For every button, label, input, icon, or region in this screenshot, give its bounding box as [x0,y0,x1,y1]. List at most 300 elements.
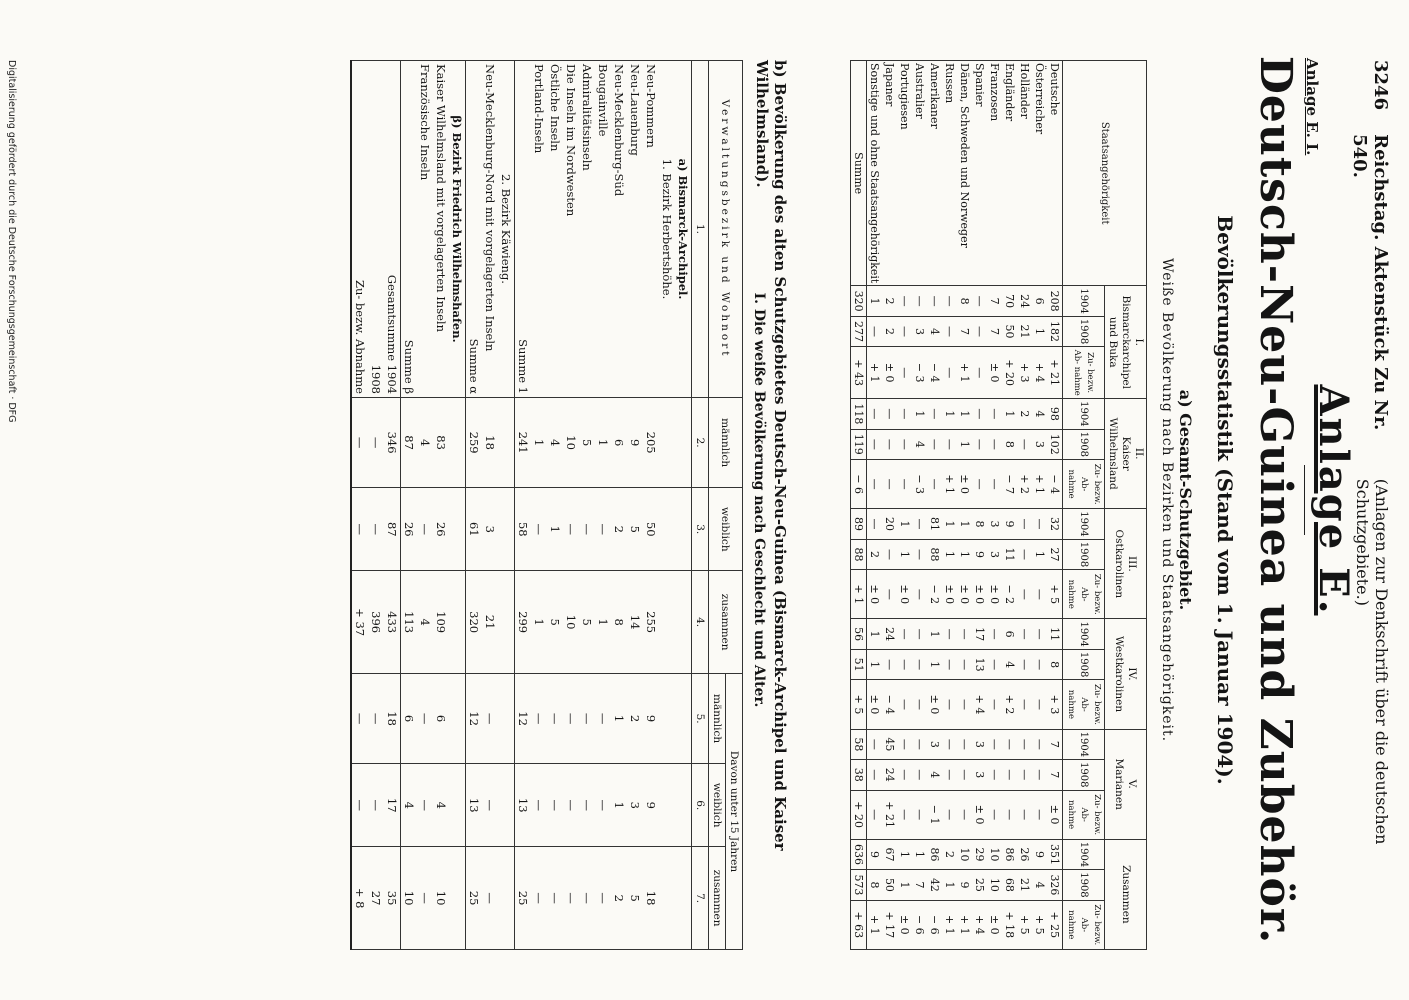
district-label: Neu-Pommern [643,61,659,398]
table-cell: 1 [927,649,942,679]
table-cell: ± 0 [942,570,957,619]
table-cell: — [595,764,611,847]
table-cell: 10 [957,839,972,869]
table-sum-row [351,61,368,950]
table-cell: − 4 [927,347,942,399]
nationality-label: Deutsche [1047,61,1063,286]
anlage-label: Anlage E. I. [1303,58,1321,156]
table-row [927,61,942,950]
table-cell: 573 [851,870,867,900]
table-cell: 27 [1047,539,1063,569]
table-cell: 10 [433,847,449,950]
empty-cell [659,673,675,763]
table-cell: 24 [1017,286,1032,316]
table-cell: 320 [851,286,867,316]
table-cell: ± 0 [972,790,987,839]
table-cell: — [867,790,883,839]
col-year: 1908 [1063,429,1105,459]
table-cell: — [1032,729,1047,759]
table-cell: 1 [1032,539,1047,569]
table-cell: — [579,673,595,763]
table-cell: 299 [515,571,532,674]
table-cell: ± 0 [897,570,912,619]
col-year: 1908 [1063,870,1105,900]
table-cell: — [897,460,912,509]
table-cell: — [1002,729,1017,759]
table-cell: — [531,488,547,571]
table-cell: — [942,649,957,679]
table-cell: — [1032,680,1047,729]
table-cell: — [897,347,912,399]
gesamt-label: Gesamtsumme [385,274,399,362]
nationality-label: Sonstige und ohne Staatsangehörigkeit [867,61,883,286]
table-row [563,61,579,950]
table-cell: 5 [547,571,563,674]
table-cell: — [351,488,368,571]
table-cell: — [867,760,883,790]
table-row [867,61,883,950]
table-cell: — [927,399,942,429]
table-cell: 4 [1032,870,1047,900]
table-cell: 5 [627,847,643,950]
table-cell: 25 [972,870,987,900]
table-cell: 1 [897,509,912,539]
table-cell: + 17 [882,900,897,949]
table-cell: — [957,619,972,649]
empty-cell [449,571,466,674]
empty-cell [675,571,692,674]
table-cell: 51 [851,649,867,679]
table1-group-header [1105,61,1147,950]
table-cell: — [1017,539,1032,569]
table-cell: 1 [957,429,972,459]
table-cell: 29 [972,839,987,869]
table-cell: 32 [1047,509,1063,539]
table-cell: 50 [882,870,897,900]
table-cell: 50 [643,488,659,571]
table-cell: 396 [368,571,384,674]
table-cell: — [987,460,1002,509]
table-cell: — [942,286,957,316]
nationality-label: Japaner [882,61,897,286]
section-a-title: a) Gesamt-Schutzgebiet. [1176,389,1195,611]
table-cell: + 1 [957,347,972,399]
table-cell: 4 [1032,399,1047,429]
table-cell: 10 [563,398,579,488]
table-sum-row [401,61,418,950]
table-cell: 4 [417,398,433,488]
table-cell: 5 [579,571,595,674]
table-cell: 8 [611,571,627,674]
table-cell: 7 [957,316,972,346]
table-cell: 1 [531,571,547,674]
table-cell: — [882,649,897,679]
table-cell: — [987,760,1002,790]
table-cell: — [482,764,498,847]
table-cell: 88 [851,539,867,569]
table-cell: — [897,729,912,759]
table-cell: 5 [627,488,643,571]
table-row [433,61,449,950]
col-district: Verwaltungsbezirk und Wohnort [709,61,743,398]
table-cell: 109 [433,571,449,674]
table-cell: − 6 [851,460,867,509]
section-heading-row [675,61,692,950]
group-header: II. Kaiser Wilhelmsland [1105,399,1147,509]
table-row [595,61,611,950]
table-cell: — [927,429,942,459]
table-cell: — [1032,619,1047,649]
table-cell: 21 [1017,316,1032,346]
table-cell: − 6 [912,900,927,949]
table-cell: 50 [1002,316,1017,346]
table-cell: 277 [851,316,867,346]
table-cell: 13 [972,649,987,679]
table-cell: — [867,729,883,759]
empty-cell [449,673,466,763]
table-cell: — [912,619,927,649]
table-cell: 58 [851,729,867,759]
table-cell: — [1002,790,1017,839]
table-cell: 27 [368,847,384,950]
table-cell: 7 [987,316,1002,346]
column-number: 1. [692,61,709,398]
group-header: III. Ostkarolinen [1105,509,1147,619]
col-nationality: Staatsangehörigkeit [1063,61,1147,286]
table-cell: — [417,847,433,950]
table-cell: — [531,764,547,847]
table-cell: 1 [927,619,942,649]
table-cell: — [942,429,957,459]
table-cell: — [1032,649,1047,679]
col-change: Zu- bezw. Ab- nahme [1063,790,1105,839]
nationality-label: Spanier [972,61,987,286]
table-cell: 25 [466,847,483,950]
table-cell: + 5 [1047,570,1063,619]
col-under15-total: zusammen [709,847,726,950]
table-cell: 98 [1047,399,1063,429]
district-label: Summe β [401,61,418,398]
table-cell: 14 [627,571,643,674]
col-female: weiblich [709,488,743,571]
col-total: zusammen [709,571,743,674]
table-cell: 2 [942,839,957,869]
table-row [1002,61,1017,950]
table-cell: 1 [595,571,611,674]
district-label: Östliche Inseln [547,61,563,398]
table-cell: ± 0 [1047,790,1063,839]
table-cell: — [1017,619,1032,649]
table-cell: 4 [401,764,418,847]
year-label: 1904 [385,364,399,394]
table-cell: 17 [384,764,401,847]
empty-cell [659,398,675,488]
column-numbers-row [692,61,709,950]
nationality-label: Franzosen [987,61,1002,286]
table-cell: + 5 [851,680,867,729]
table-cell: 13 [515,764,532,847]
section-heading-row [498,61,515,950]
table-cell: — [563,673,579,763]
table-cell: — [417,488,433,571]
table-cell: 208 [1047,286,1063,316]
empty-cell [675,764,692,847]
table-cell: ± 0 [972,570,987,619]
table-cell: 9 [643,673,659,763]
table-cell: — [912,760,927,790]
table-cell: 9 [972,539,987,569]
table-cell: ± 0 [897,900,912,949]
table-cell: 346 [384,398,401,488]
table-cell: 9 [643,764,659,847]
table-cell: 2 [882,286,897,316]
empty-cell [659,571,675,674]
table-cell: 7 [1047,729,1063,759]
table-cell: — [595,488,611,571]
col-year: 1904 [1063,839,1105,869]
total-row [384,61,401,950]
table-cell: — [482,847,498,950]
table-cell: 326 [1047,870,1063,900]
table-cell: — [897,649,912,679]
table-cell: 2 [611,488,627,571]
empty-cell [498,398,515,488]
table-cell: 86 [927,839,942,869]
table-cell: 24 [882,619,897,649]
district-label: Zu- bezw. Abnahme [351,61,368,398]
empty-cell [498,488,515,571]
table-cell: — [957,729,972,759]
section-a-subtitle: Weiße Bevölkerung nach Bezirken und Staatsangehörigkeit. [1159,257,1175,743]
table-cell: 11 [1047,619,1063,649]
empty-cell [449,764,466,847]
table-cell: − 4 [1047,460,1063,509]
empty-cell [449,488,466,571]
district-label: Neu-Mecklenburg-Nord mit vorgelagerten Inseln [482,61,498,398]
table-cell: + 1 [867,900,883,949]
empty-cell [498,673,515,763]
table-cell: − 7 [1002,460,1017,509]
table-cell: — [927,460,942,509]
table-cell: 9 [867,839,883,869]
table-cell: 24 [882,760,897,790]
table-cell: 68 [1002,870,1017,900]
table-cell: — [368,673,384,763]
table-cell: — [972,429,987,459]
table-cell: — [897,286,912,316]
table-cell: — [942,347,957,399]
table-cell: — [867,399,883,429]
table-cell: 1 [547,488,563,571]
table-cell: + 5 [1017,900,1032,949]
table-cell: — [351,673,368,763]
table-cell: + 21 [1047,347,1063,399]
table-cell: — [987,680,1002,729]
table-cell: 45 [882,729,897,759]
table-cell: 10 [987,839,1002,869]
total-label [384,61,401,398]
table-cell: 3 [987,509,1002,539]
group-header: IV. Westkarolinen [1105,619,1147,729]
column-number: 6. [692,764,709,847]
table-cell: ± 0 [927,680,942,729]
table-cell: 58 [515,488,532,571]
table-cell: 2 [611,847,627,950]
table-cell: 87 [384,488,401,571]
table-cell: — [882,429,897,459]
table-cell: — [912,729,927,759]
table-row [547,61,563,950]
table-cell: ± 0 [957,460,972,509]
nationality-label: Russen [942,61,957,286]
table-cell: + 1 [1032,460,1047,509]
table-row [897,61,912,950]
nationality-label: Portugiesen [897,61,912,286]
table-cell: — [972,460,987,509]
table-cell: — [1017,649,1032,679]
table-cell: + 4 [972,900,987,949]
table-cell: ± 0 [867,680,883,729]
table-cell: 6 [401,673,418,763]
total-row [368,61,384,950]
table-cell: — [1017,680,1032,729]
section-heading-row [659,61,675,950]
district-label: Admiralitätsinseln [579,61,595,398]
table-cell: — [368,764,384,847]
table-cell: 18 [482,398,498,488]
district-label: Neu-Lauenburg [627,61,643,398]
table-cell: — [957,680,972,729]
table-cell: 70 [1002,286,1017,316]
table-cell: + 43 [851,347,867,399]
table-cell: — [987,790,1002,839]
table-cell: 1 [595,398,611,488]
table-cell: 2 [882,316,897,346]
table-cell: 4 [1002,649,1017,679]
table-cell: 8 [972,509,987,539]
table-cell: — [987,619,1002,649]
empty-cell [675,673,692,763]
table-row [882,61,897,950]
section-heading-row [449,61,466,950]
table-cell: — [972,399,987,429]
table-cell: 8 [1047,649,1063,679]
col-change: Zu- bezw. Ab- nahme [1063,347,1105,399]
empty-cell [659,488,675,571]
table-cell: 1 [942,399,957,429]
table-cell: — [563,847,579,950]
table-cell: 8 [867,870,883,900]
table-cell: 1 [1032,316,1047,346]
empty-cell [675,398,692,488]
table-cell: 88 [927,539,942,569]
table-cell: 255 [643,571,659,674]
main-title: Deutsch-Neu-Guinea und Zubehör. [1250,55,1301,945]
table-cell: − 6 [927,900,942,949]
nationality-label: Amerikaner [927,61,942,286]
group-header: I. Bismarckarchipel und Buka [1105,286,1147,399]
district-label: Bougainville [595,61,611,398]
section-heading: a) Bismarck-Archipel. [675,61,692,398]
table-row [1017,61,1032,950]
table-cell: — [942,619,957,649]
table-cell: 35 [384,847,401,950]
table-cell: — [912,286,927,316]
table-cell: 3 [987,539,1002,569]
table-cell: — [897,790,912,839]
table-row [531,61,547,950]
table-cell: 1 [897,539,912,569]
table-cell: — [912,649,927,679]
table-cell: — [1017,509,1032,539]
col-change: Zu- bezw. Ab- nahme [1063,460,1105,509]
table-cell: — [957,790,972,839]
group-header: Zusammen [1105,839,1147,949]
table-cell: — [972,286,987,316]
table-cell: — [927,286,942,316]
title-divider [1304,465,1305,535]
section-heading: β) Bezirk Friedrich Wilhelmshafen. [449,61,466,398]
table-cell: 12 [466,673,483,763]
table-cell: 6 [1032,286,1047,316]
table-cell: — [972,316,987,346]
table-cell: + 63 [851,900,867,949]
running-title: Reichstag. Aktenstück Zu Nr. 540. [1349,134,1391,431]
table-cell: 12 [515,673,532,763]
col-under15-female: weiblich [709,764,726,847]
table-cell: + 20 [851,790,867,839]
table-cell: — [912,539,927,569]
table-cell: + 18 [1002,900,1017,949]
section-heading: 1. Bezirk Herbertshöhe. [659,61,675,398]
table-sum-row [515,61,532,950]
table-cell: 18 [384,673,401,763]
table-cell: 3 [927,729,942,759]
table-cell: 81 [927,509,942,539]
col-year: 1904 [1063,399,1105,429]
col-change: Zu- bezw. Ab- nahme [1063,680,1105,729]
table-cell: 1 [942,509,957,539]
table-cell: — [882,539,897,569]
table-cell: — [482,673,498,763]
table-cell: 8 [1002,429,1017,459]
table-cell: 118 [851,399,867,429]
table-row [1032,61,1047,950]
digitization-note: Digitalisierung gefördert durch die Deutsche Forschungsgemeinschaft · DFG [6,60,17,423]
table-cell: — [897,316,912,346]
col-year: 1908 [1063,539,1105,569]
table-cell: − 1 [927,790,942,839]
table-cell: ± 0 [957,570,972,619]
table-cell: − 3 [912,460,927,509]
column-number: 7. [692,847,709,950]
table2-header [726,61,743,950]
col-year: 1908 [1063,760,1105,790]
table-cell: — [987,399,1002,429]
empty-cell [498,764,515,847]
table-cell: — [867,316,883,346]
col-change: Zu- bezw. Ab- nahme [1063,570,1105,619]
table-cell: 2 [1017,399,1032,429]
table-cell: — [547,673,563,763]
table-cell: 10 [563,571,579,674]
table-cell: — [368,398,384,488]
table-cell: + 1 [867,347,883,399]
table-cell: 4 [547,398,563,488]
table-cell: 1 [531,398,547,488]
table-row [987,61,1002,950]
table-cell: 56 [851,619,867,649]
